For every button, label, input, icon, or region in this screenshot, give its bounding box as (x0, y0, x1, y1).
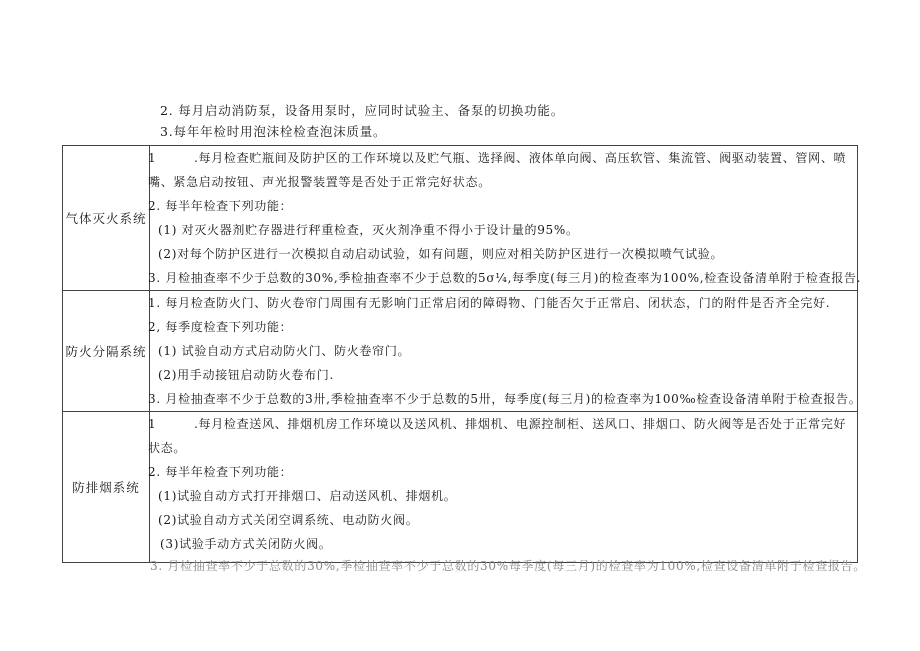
sub-item-1: (1) 对灭火器剂贮存器进行秤重检查，灭火剂净重不得小于设计量的95%。 (158, 223, 579, 237)
item-2: 2. 每半年检查下列功能： (148, 465, 293, 479)
row-content (148, 291, 862, 412)
intro-line-2: 2. 每月启动消防泵，设备用泵时，应同时试验主、备泵的切换功能。 (160, 103, 565, 118)
row-content (148, 412, 867, 573)
sub-item-2: (2)对每个防护区进行一次模拟自动启动试验，如有问题，则应对相关防护区进行一次模拟喷气试验。 (158, 247, 724, 261)
item-2: 2. 每半年检查下列功能： (148, 199, 293, 213)
item-3: 3. 月检抽查率不少于总数的30%,季检抽查率不少于总数的5σ¼,每季度(每三月)的检查率为100%,检查设备清单附于检查报告. (148, 271, 862, 285)
table-row (63, 412, 858, 563)
sub-item-1: (1) 试验自动方式启动防火门、防火卷帘门。 (158, 344, 411, 358)
item-text: .每月检查送风、排烟机房工作环境以及送风机、排烟机、电源控制柜、送风口、排烟口、防火阀等是否处于正常完好 (194, 417, 847, 431)
sub-item-2: (2)试验自动方式关闭空调系统、电动防火阀。 (158, 513, 419, 527)
system-name: 防排烟系统 (63, 412, 150, 563)
item-1-continued: 状态。 (148, 441, 187, 455)
item-number: 1 (148, 417, 157, 431)
intro-line-3: 3.每年年检时用泡沫栓检查泡沫质量。 (160, 124, 387, 139)
item-number: 1 (148, 151, 157, 165)
item-1 (148, 412, 857, 436)
item-3-clipped: 3. 月检抽查率不少于总数的30%,季检抽查率不少于总数的30%每季度(每三月)的检查率为100%,检查设备清单附于检查报告。 (150, 559, 867, 573)
sub-item-1: (1)试验自动方式打开排烟口、启动送风机、排烟机。 (158, 489, 457, 503)
item-1 (148, 146, 857, 170)
item-1-continued: 嘴、紧急启动按钮、声光报警装置等是否处于正常完好状态。 (148, 175, 491, 189)
system-name: 气体灭火系统 (63, 146, 150, 291)
item-1: 1. 每月检查防火门、防火卷帘门周围有无影响门正常启闭的障碍物、门能否欠于正常启、闭状态，门的附件是否齐全完好. (148, 296, 831, 310)
row-content (148, 146, 862, 291)
item-text: .每月检查贮瓶间及防护区的工作环境以及贮气瓶、选择阀、液体单向阀、高压软管、集流管、阀驱动装置、管网、喷 (194, 151, 847, 165)
sub-item-2: (2)用手动接钮启动防火卷布门. (158, 368, 335, 382)
table-row (63, 291, 858, 412)
table-row (63, 146, 858, 291)
item-3: 3. 月检抽查率不少于总数的3卅,季检抽查率不少于总数的5卅，每季度(每三月)的检查率为100‰检查设备清单附于检查报告。 (148, 392, 862, 406)
system-name: 防火分隔系统 (63, 291, 150, 412)
maintenance-table (62, 145, 867, 573)
item-2: 2, 每季度检查下列功能： (148, 320, 293, 334)
sub-item-3: (3)试验手动方式关闭防火阀。 (160, 537, 332, 551)
